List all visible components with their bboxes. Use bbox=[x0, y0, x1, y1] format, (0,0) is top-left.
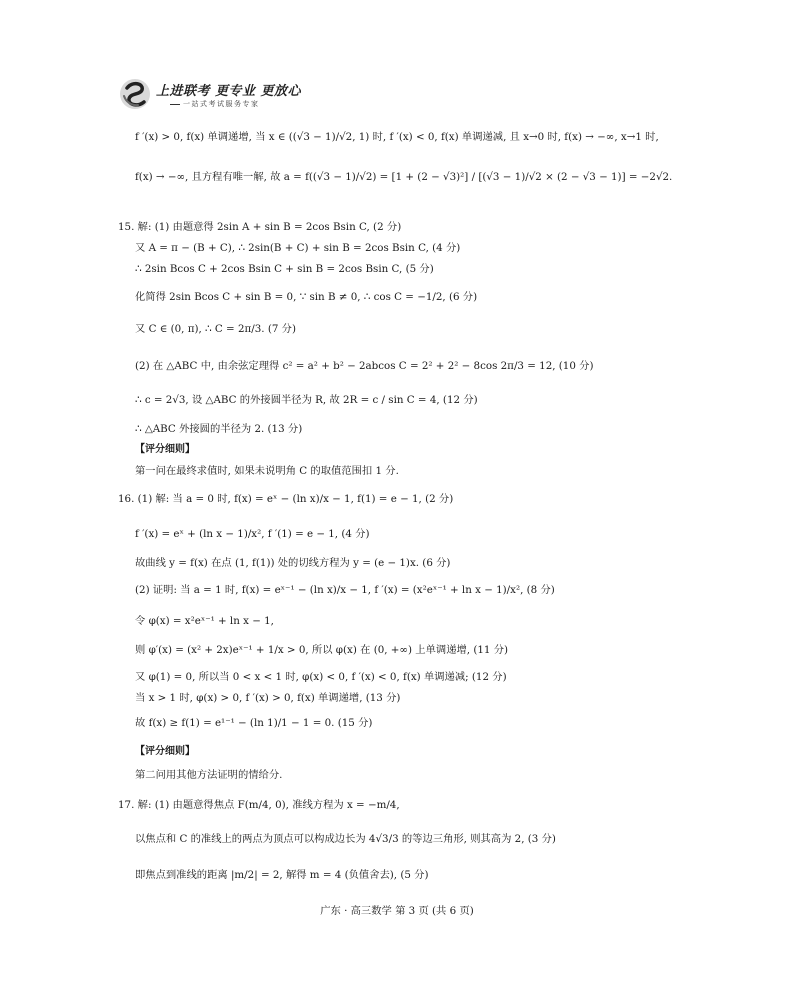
solution-line: 又 C ∈ (0, π), ∴ C = 2π/3. (7 分) bbox=[135, 323, 296, 335]
solution-line: f ′(x) = eˣ + (ln x − 1)/x², f ′(1) = e − 1, (4 分) bbox=[135, 528, 370, 540]
question-15-heading: 15. 解: (1) 由题意得 2sin A + sin B = 2cos Bsin C, (2 分) bbox=[118, 221, 402, 233]
question-17-heading: 17. 解: (1) 由题意得焦点 F(m/4, 0), 准线方程为 x = −m/4, bbox=[118, 799, 400, 811]
brand-logo-icon bbox=[118, 76, 152, 112]
solution-line: 令 φ(x) = x²eˣ⁻¹ + ln x − 1, bbox=[135, 615, 274, 627]
solution-line: ∴ 2sin Bcos C + 2cos Bsin C + sin B = 2cos Bsin C, (5 分) bbox=[135, 263, 434, 275]
solution-line: 当 x > 1 时, φ(x) > 0, f ′(x) > 0, f(x) 单调递增, (13 分) bbox=[135, 692, 401, 704]
grading-rules-heading: 【评分细则】 bbox=[135, 444, 195, 455]
header bbox=[118, 76, 358, 116]
brand-slogan: 一站式考试服务专家 bbox=[170, 99, 260, 109]
solution-line: (2) 证明: 当 a = 1 时, f(x) = eˣ⁻¹ − (ln x)/x − 1, f ′(x) = (x²eˣ⁻¹ + ln x − 1)/x², (8 分) bbox=[135, 584, 555, 596]
solution-line: 化简得 2sin Bcos C + sin B = 0, ∵ sin B ≠ 0, ∴ cos C = −1/2, (6 分) bbox=[135, 291, 478, 303]
solution-line: (2) 在 △ABC 中, 由余弦定理得 c² = a² + b² − 2abcos C = 2² + 2² − 8cos 2π/3 = 12, (10 分) bbox=[135, 360, 594, 372]
solution-line: f ′(x) > 0, f(x) 单调递增, 当 x ∈ ((√3 − 1)/√2, 1) 时, f ′(x) < 0, f(x) 单调递减, 且 x→0 时, f(x) → −∞, x→1 时, bbox=[135, 131, 659, 143]
solution-line: 故曲线 y = f(x) 在点 (1, f(1)) 处的切线方程为 y = (e − 1)x. (6 分) bbox=[135, 557, 451, 569]
solution-line: ∴ c = 2√3, 设 △ABC 的外接圆半径为 R, 故 2R = c / sin C = 4, (12 分) bbox=[135, 394, 478, 406]
solution-line: 故 f(x) ≥ f(1) = e¹⁻¹ − (ln 1)/1 − 1 = 0. (15 分) bbox=[135, 717, 373, 729]
solution-line: 又 φ(1) = 0, 所以当 0 < x < 1 时, φ(x) < 0, f ′(x) < 0, f(x) 单调递减; (12 分) bbox=[135, 671, 507, 683]
solution-line: 即焦点到准线的距离 |m/2| = 2, 解得 m = 4 (负值舍去), (5 分) bbox=[135, 869, 429, 881]
page-footer: 广东 · 高三数学 第 3 页 (共 6 页) bbox=[320, 905, 474, 917]
solution-line: f(x) → −∞, 且方程有唯一解, 故 a = f((√3 − 1)/√2) = [1 + (2 − √3)²] / [(√3 − 1)/√2 × (2 − √3 − 1)] = −2√2. bbox=[135, 171, 673, 183]
solution-line: 则 φ′(x) = (x² + 2x)eˣ⁻¹ + 1/x > 0, 所以 φ(x) 在 (0, +∞) 上单调递增, (11 分) bbox=[135, 644, 509, 656]
solution-line: 以焦点和 C 的准线上的两点为顶点可以构成边长为 4√3/3 的等边三角形, 则其高为 2, (3 分) bbox=[135, 833, 556, 845]
solution-line: 又 A = π − (B + C), ∴ 2sin(B + C) + sin B = 2cos Bsin C, (4 分) bbox=[135, 242, 461, 254]
brand-name: 上进联考 更专业 更放心 bbox=[156, 84, 302, 99]
grading-rule-text: 第二问用其他方法证明的情给分. bbox=[135, 769, 283, 781]
grading-rules-heading: 【评分细则】 bbox=[135, 746, 195, 757]
question-16-heading: 16. (1) 解: 当 a = 0 时, f(x) = eˣ − (ln x)/x − 1, f(1) = e − 1, (2 分) bbox=[118, 493, 454, 505]
solution-line: ∴ △ABC 外接圆的半径为 2. (13 分) bbox=[135, 423, 303, 435]
grading-rule-text: 第一问在最终求值时, 如果未说明角 C 的取值范围扣 1 分. bbox=[135, 465, 399, 477]
